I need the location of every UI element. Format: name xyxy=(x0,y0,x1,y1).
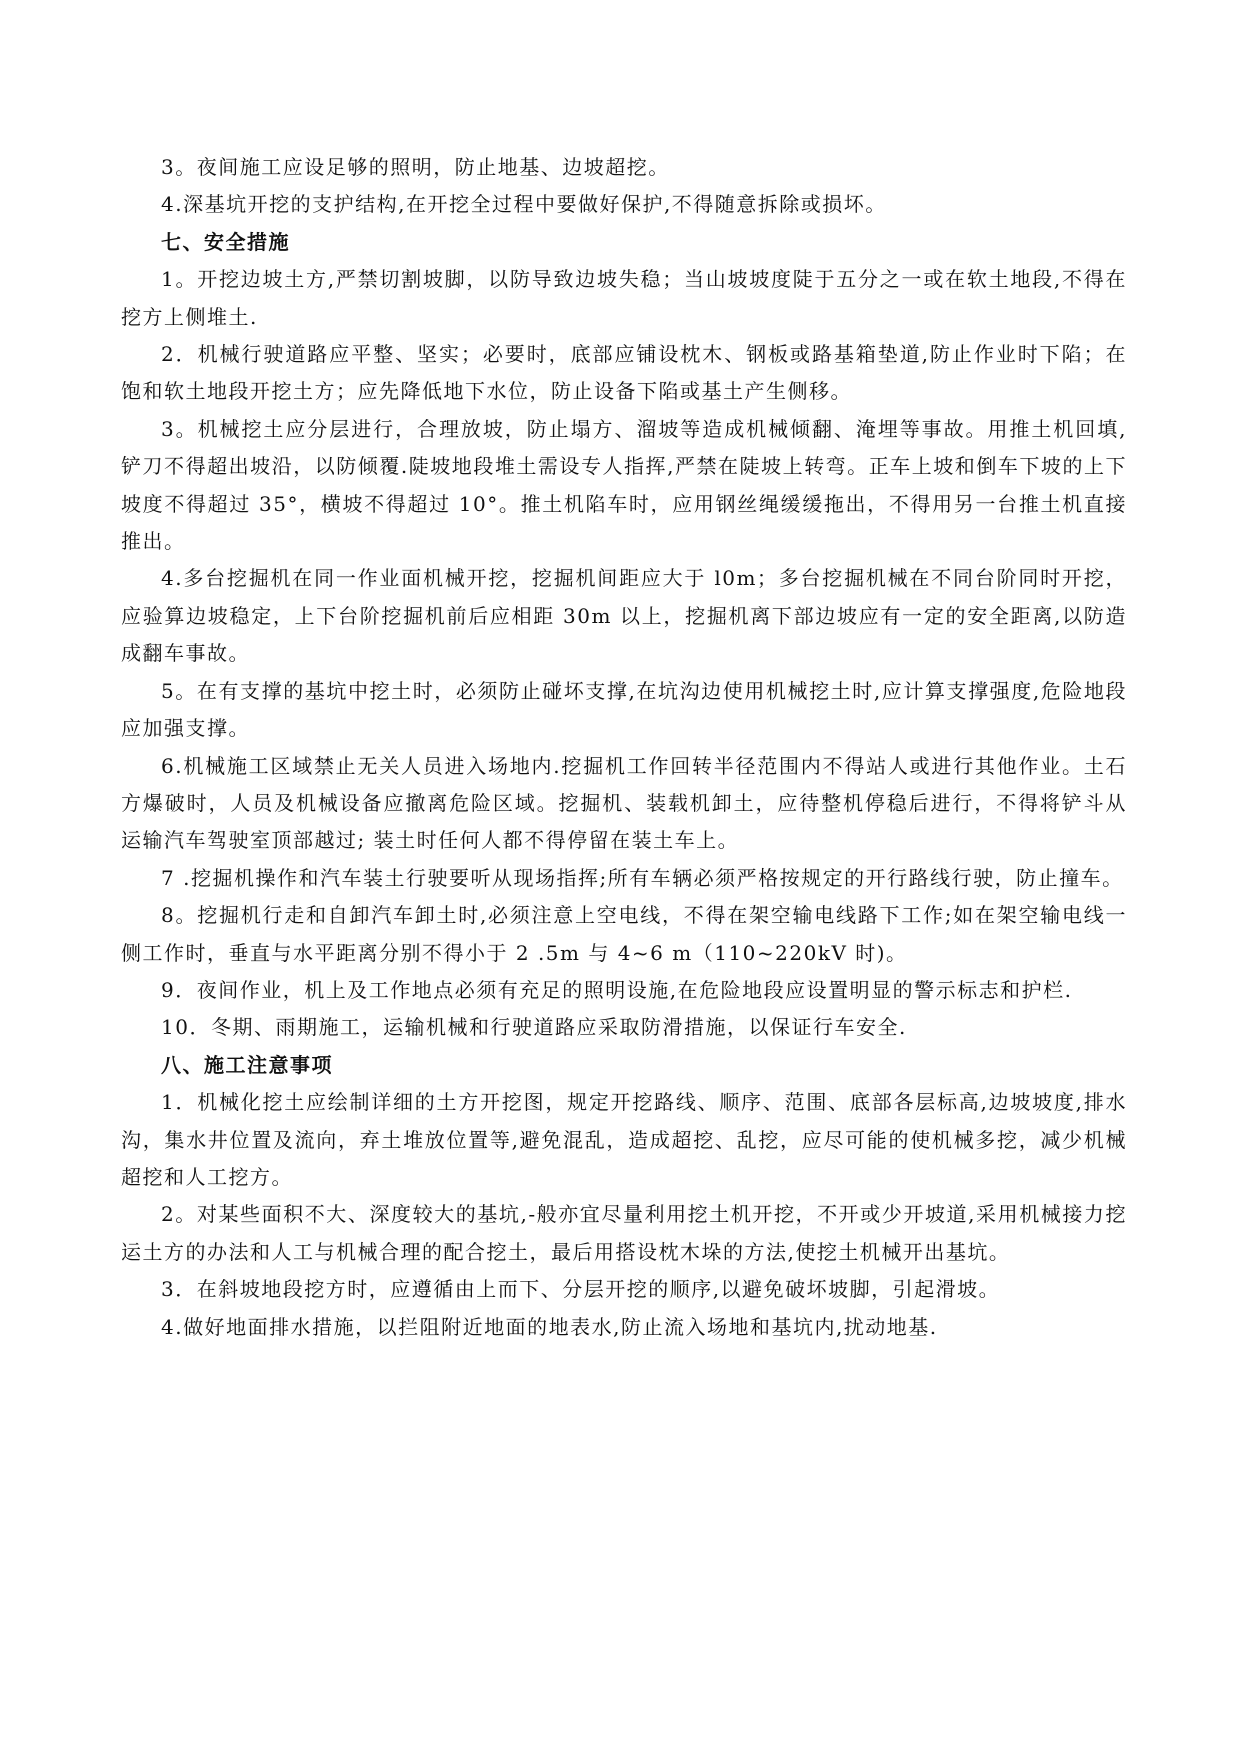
section-heading-safety-measures: 七、安全措施 xyxy=(161,229,290,254)
paragraph-notes-2: 2。对某些面积不大、深度较大的基坑,-般亦宜尽量利用挖土机开挖，不开或少开坡道,采用机械接力挖运土方的办法和人工与机械合理的配合挖土，最后用搭设枕木垛的方法,使挖土机械开出基坑。 xyxy=(121,1202,1127,1264)
paragraph-deep-pit-support: 4.深基坑开挖的支护结构,在开挖全过程中要做好保护,不得随意拆除或损坏。 xyxy=(161,192,887,217)
section-heading-construction-notes: 八、施工注意事项 xyxy=(161,1052,333,1077)
paragraph-safety-2: 2．机械行驶道路应平整、坚实；必要时，底部应铺设枕木、钢板或路基箱垫道,防止作业时下陷；在饱和软土地段开挖土方；应先降低地下水位，防止设备下陷或基土产生侧移。 xyxy=(121,342,1127,404)
paragraph-notes-1: 1．机械化挖土应绘制详细的土方开挖图，规定开挖路线、顺序、范围、底部各层标高,边坡坡度,排水沟，集水井位置及流向，弃土堆放位置等,避免混乱，造成超挖、乱挖，应尽可能的使机械多挖，减少机械超挖和人工挖方。 xyxy=(121,1090,1127,1189)
paragraph-notes-3: 3．在斜坡地段挖方时，应遵循由上而下、分层开挖的顺序,以避免破坏坡脚，引起滑坡。 xyxy=(161,1277,1001,1302)
paragraph-notes-4: 4.做好地面排水措施，以拦阻附近地面的地表水,防止流入场地和基坑内,扰动地基. xyxy=(161,1314,938,1339)
paragraph-safety-4: 4.多台挖掘机在同一作业面机械开挖，挖掘机间距应大于 l0m；多台挖掘机械在不同台阶同时开挖，应验算边坡稳定，上下台阶挖掘机前后应相距 30m 以上，挖掘机离下部边坡应有一定的安全距离,以防造成翻车事故。 xyxy=(121,566,1127,666)
paragraph-safety-3: 3。机械挖土应分层进行，合理放坡，防止塌方、溜坡等造成机械倾翻、淹埋等事故。用推土机回填,铲刀不得超出坡沿，以防倾覆.陡坡地段堆土需设专人指挥,严禁在陡坡上转弯。正车上坡和倒车下坡的上下坡度不得超过 35°，横坡不得超过 10°。推土机陷车时，应用钢丝绳缓缓拖出，不得用另一台推土机直接推出。 xyxy=(121,416,1127,554)
paragraph-safety-6: 6.机械施工区域禁止无关人员进入场地内.挖掘机工作回转半径范围内不得站人或进行其他作业。土石方爆破时，人员及机械设备应撤离危险区域。挖掘机、装载机卸土，应待整机停稳后进行，不得将铲斗从运输汽车驾驶室顶部越过; 装土时任何人都不得停留在装土车上。 xyxy=(121,753,1127,853)
paragraph-safety-1: 1。开挖边坡土方,严禁切割坡脚，以防导致边坡失稳；当山坡坡度陡于五分之一或在软土地段,不得在挖方上侧堆土. xyxy=(121,267,1127,329)
paragraph-safety-9: 9．夜间作业，机上及工作地点必须有充足的照明设施,在危险地段应设置明显的警示标志和护栏. xyxy=(161,977,1073,1002)
document-body xyxy=(121,149,1127,1346)
paragraph-safety-7: 7 .挖掘机操作和汽车装土行驶要听从现场指挥;所有车辆必须严格按规定的开行路线行驶，防止撞车。 xyxy=(161,865,1124,890)
paragraph-safety-10: 10．冬期、雨期施工，运输机械和行驶道路应采取防滑措施，以保证行车安全. xyxy=(161,1015,907,1040)
paragraph-safety-8: 8。挖掘机行走和自卸汽车卸土时,必须注意上空电线，不得在架空输电线路下工作;如在架空输电线一侧工作时，垂直与水平距离分别不得小于 2 .5m 与 4~6 m（110~220kV 时)。 xyxy=(121,903,1127,965)
paragraph-safety-5: 5。在有支撑的基坑中挖土时，必须防止碰坏支撑,在坑沟边使用机械挖土时,应计算支撑强度,危险地段应加强支撑。 xyxy=(121,678,1127,741)
paragraph-night-lighting: 3。夜间施工应设足够的照明，防止地基、边坡超挖。 xyxy=(161,155,670,179)
